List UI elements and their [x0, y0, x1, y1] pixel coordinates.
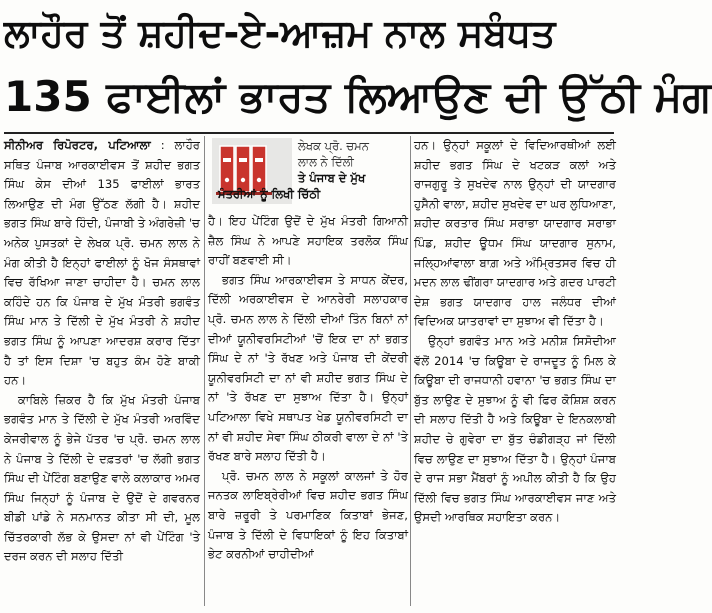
article-column-3 — [414, 136, 616, 613]
article-paragraph: ਭਗਤ ਸਿੰਘ ਆਰਕਾਈਵਸ ਤੇ ਸਾਧਨ ਕੇਂਦਰ, ਦਿੱਲੀ ਅਰਕਾਈਵਸ ਦੇ ਆਨਰੇਰੀ ਸਲਾਹਕਾਰ ਪ੍ਰੋ. ਚਮਨ ਲਾਲ ਨੇ ਦਿੱਲੀ ਦੀਆਂ ਤਿੰਨ ਬਿਨਾਂ ਨਾਂ ਦੀਆਂ ਯੂਨੀਵਰਸਿਟੀਆਂ 'ਚੋਂ ਇਕ ਦਾ ਨਾਂ ਭਗਤ ਸਿੰਘ ਦੇ ਨਾਂ 'ਤੇ ਰੱਖਣ ਅਤੇ ਪੰਜਾਬ ਦੀ ਕੇਂਦਰੀ ਯੂਨੀਵਰਸਿਟੀ ਦਾ ਨਾਂ ਵੀ ਸ਼ਹੀਦ ਭਗਤ ਸਿੰਘ ਦੇ ਨਾਂ 'ਤੇ ਰੱਖਣ ਦਾ ਸੁਝਾਅ ਦਿੱਤਾ ਹੈ। ਉਨ੍ਹਾਂ ਪਟਿਆਲਾ ਵਿਖੇ ਸਥਾਪਤ ਖੇਡ ਯੂਨੀਵਰਸਿਟੀ ਦਾ ਨਾਂ ਵੀ ਸ਼ਹੀਦ ਸੇਵਾ ਸਿੰਘ ਠੀਕਰੀ ਵਾਲਾ ਦੇ ਨਾਂ 'ਤੇ ਰੱਖਣ ਬਾਰੇ ਸਲਾਹ ਦਿੱਤੀ ਹੈ। — [208, 272, 408, 464]
portrait-inset — [210, 136, 406, 206]
caption-line: ਲੇਖਕ ਪ੍ਰੋ. ਚਮਨ — [298, 139, 369, 153]
column-divider — [410, 136, 411, 606]
article-paragraph: ਉਨ੍ਹਾਂ ਭਗਵੰਤ ਮਾਨ ਅਤੇ ਮਨੀਸ਼ ਸਿਸੋਦੀਆ ਵੱਲੋਂ 2014 'ਚ ਕਿਊਬਾ ਦੇ ਰਾਜਦੂਤ ਨੂੰ ਮਿਲ ਕੇ ਕਿਊਬਾ ਦੀ ਰਾਜਧਾਨੀ ਹਵਾਨਾ 'ਚ ਭਗਤ ਸਿੰਘ ਦਾ ਬੁੱਤ ਲਾਉਣ ਦੇ ਸੁਝਾਅ ਨੂੰ ਵੀ ਫਿਰ ਕੋਸ਼ਿਸ਼ ਕਰਨ ਦੀ ਸਲਾਹ ਦਿੱਤੀ ਹੈ ਅਤੇ ਕਿਊਬਾ ਦੇ ਇਨਕਲਾਬੀ ਸ਼ਹੀਦ ਚੇ ਗੁਵੇਰਾ ਦਾ ਬੁੱਤ ਚੰਡੀਗੜ੍ਹ ਜਾਂ ਦਿੱਲੀ ਵਿਚ ਲਾਉਣ ਦਾ ਸੁਝਾਅ ਦਿੱਤਾ ਹੈ। ਉਨ੍ਹਾਂ ਪੰਜਾਬ ਦੇ ਰਾਜ ਸਭਾ ਮੈਂਬਰਾਂ ਨੂੰ ਅਪੀਲ ਕੀਤੀ ਹੈ ਕਿ ਉਹ ਦਿੱਲੀ ਵਿਚ ਭਗਤ ਸਿੰਘ ਆਰਕਾਈਵਸ ਜਾਣ ਅਤੇ ਉਸਦੀ ਆਰਥਿਕ ਸਹਾਇਤਾ ਕਰਨ। — [414, 333, 616, 525]
caption-line: ਤੇ ਪੰਜਾਬ ਦੇ ਮੁੱਖ — [298, 171, 366, 185]
article-column-1 — [4, 136, 200, 613]
headline-line-1: ਲਾਹੌਰ ਤੋਂ ਸ਼ਹੀਦ-ਏ-ਆਜ਼ਮ ਨਾਲ ਸਬੰਧਤ — [4, 11, 556, 55]
byline: ਸੀਨੀਅਰ ਰਿਪੋਰਟਰ, ਪਟਿਆਲਾ — [4, 138, 151, 152]
article-paragraph: ਹੈ। ਇਹ ਪੇਂਟਿੰਗ ਉਦੋਂ ਦੇ ਮੁੱਖ ਮੰਤਰੀ ਗਿਆਨੀ ਜ਼ੈਲ ਸਿੰਘ ਨੇ ਆਪਣੇ ਸਹਾਇਕ ਤਰਲੋਕ ਸਿੰਘ ਰਾਹੀਂ ਬਣਵਾਈ ਸੀ। — [208, 214, 408, 268]
inset-caption — [218, 138, 406, 202]
caption-line: ਮੰਤਰੀਆਂ ਨੂੰ ਲਿਖੀ ਚਿੱਠੀ — [218, 187, 321, 201]
article-paragraph — [4, 136, 200, 391]
article-paragraph: ਕਾਬਿਲੇ ਜ਼ਿਕਰ ਹੈ ਕਿ ਮੁੱਖ ਮੰਤਰੀ ਪੰਜਾਬ ਭਗਵੰਤ ਮਾਨ ਤੇ ਦਿੱਲੀ ਦੇ ਮੁੱਖ ਮੰਤਰੀ ਅਰਵਿੰਦ ਕੇਜਰੀਵਾਲ ਨੂੰ ਭੇਜੇ ਪੱਤਰ 'ਚ ਪ੍ਰੋ. ਚਮਨ ਲਾਲ ਨੇ ਪੰਜਾਬ ਤੇ ਦਿੱਲੀ ਦੇ ਦਫ਼ਤਰਾਂ 'ਚ ਲੱਗੀ ਭਗਤ ਸਿੰਘ ਦੀ ਪੇਂਟਿੰਗ ਬਣਾਉਣ ਵਾਲੇ ਕਲਾਕਾਰ ਅਮਰ ਸਿੰਘ ਜਿਨ੍ਹਾਂ ਨੂੰ ਪੰਜਾਬ ਦੇ ਉਦੋਂ ਦੇ ਗਵਰਨਰ ਬੀਡੀ ਪਾਂਡੇ ਨੇ ਸਨਮਾਨਤ ਕੀਤਾ ਸੀ ਦੀ, ਮੂਲ ਚਿੱਤਰਕਾਰੀ ਲੱਭ ਕੇ ਉਸਦਾ ਨਾਂ ਵੀ ਪੇਂਟਿੰਗ 'ਤੇ ਦਰਜ ਕਰਨ ਦੀ ਸਲਾਹ ਦਿੱਤੀ — [4, 392, 200, 564]
article-column-2 — [208, 212, 408, 613]
column-divider — [204, 136, 205, 606]
headline-line-2: 135 ਫਾਈਲਾਂ ਭਾਰਤ ਲਿਆਉਣ ਦੀ ਉੱਠੀ ਮੰਗ — [4, 72, 712, 121]
article-paragraph: ਹਨ। ਉਨ੍ਹਾਂ ਸਕੂਲਾਂ ਦੇ ਵਿਦਿਆਰਥੀਆਂ ਲਈ ਸ਼ਹੀਦ ਭਗਤ ਸਿੰਘ ਦੇ ਖਟਕੜ ਕਲਾਂ ਅਤੇ ਰਾਜਗੁਰੂ ਤੇ ਸੁਖਦੇਵ ਨਾਲ ਉਨ੍ਹਾਂ ਦੀ ਯਾਦਗਾਰ ਹੁਸੈਨੀ ਵਾਲਾ, ਸ਼ਹੀਦ ਸੁਖਦੇਵ ਦਾ ਘਰ ਲੁਧਿਆਣਾ, ਸ਼ਹੀਦ ਕਰਤਾਰ ਸਿੰਘ ਸਰਾਭਾ ਯਾਦਗਾਰ ਸਰਾਭਾ ਪਿੰਡ, ਸ਼ਹੀਦ ਊਧਮ ਸਿੰਘ ਯਾਦਗਾਰ ਸੁਨਾਮ, ਜਲ੍ਹਿਆਂਵਾਲਾ ਬਾਗ਼ ਅਤੇ ਅੰਮ੍ਰਿਤਸਰ ਵਿਚ ਹੀ ਮਦਨ ਲਾਲ ਢੀਂਗਰਾ ਯਾਦਗਾਰ ਅਤੇ ਗਦਰ ਪਾਰਟੀ ਦੇਸ਼ ਭਗਤ ਯਾਦਗਾਰ ਹਾਲ ਜਲੰਧਰ ਦੀਆਂ ਵਿਦਿਅਕ ਯਾਤਰਾਵਾਂ ਦਾ ਸੁਝਾਅ ਵੀ ਦਿੱਤਾ ਹੈ। — [414, 138, 616, 329]
article-paragraph: ਪ੍ਰੋ. ਚਮਨ ਲਾਲ ਨੇ ਸਕੂਲਾਂ ਕਾਲਜਾਂ ਤੇ ਹੋਰ ਜਨਤਕ ਲਾਇਬ੍ਰੇਰੀਆਂ ਵਿਚ ਸ਼ਹੀਦ ਭਗਤ ਸਿੰਘ ਬਾਰੇ ਜ਼ਰੂਰੀ ਤੇ ਪਰਮਾਣਿਕ ਕਿਤਾਬਾਂ ਭੇਜਣ, ਪੰਜਾਬ ਤੇ ਦਿੱਲੀ ਦੇ ਵਿਧਾਇਕਾਂ ਨੂੰ ਇਹ ਕਿਤਾਬਾਂ ਭੇਟ ਕਰਨੀਆਂ ਚਾਹੀਦੀਆਂ — [208, 468, 408, 562]
paragraph-text: : ਲਾਹੌਰ ਸਥਿਤ ਪੰਜਾਬ ਆਰਕਾਈਵਸ ਤੋਂ ਸ਼ਹੀਦ ਭਗਤ ਸਿੰਘ ਕੇਸ ਦੀਆਂ 135 ਫਾਈਲਾਂ ਭਾਰਤ ਲਿਆਉਣ ਦੀ ਮੰਗ ਉੱਠਣ ਲੱਗੀ ਹੈ। ਸ਼ਹੀਦ ਭਗਤ ਸਿੰਘ ਬਾਰੇ ਹਿੰਦੀ, ਪੰਜਾਬੀ ਤੇ ਅੰਗਰੇਜ਼ੀ 'ਚ ਅਨੇਕ ਪੁਸਤਕਾਂ ਦੇ ਲੇਖਕ ਪ੍ਰੋ. ਚਮਨ ਲਾਲ ਨੇ ਮੰਗ ਕੀਤੀ ਹੈ ਇਨ੍ਹਾਂ ਫਾਈਲਾਂ ਨੂੰ ਖੋਜ ਸੰਸਥਾਵਾਂ ਵਿਚ ਰੱਖਿਆ ਜਾਣਾ ਚਾਹੀਦਾ ਹੈ। ਚਮਨ ਲਾਲ ਕਹਿੰਦੇ ਹਨ ਕਿ ਪੰਜਾਬ ਦੇ ਮੁੱਖ ਮੰਤਰੀ ਭਗਵੰਤ ਸਿੰਘ ਮਾਨ ਤੇ ਦਿੱਲੀ ਦੇ ਮੁੱਖ ਮੰਤਰੀ ਨੇ ਸ਼ਹੀਦ ਭਗਤ ਸਿੰਘ ਨੂੰ ਆਪਣਾ ਆਦਰਸ਼ ਕਰਾਰ ਦਿੱਤਾ ਹੈ ਤਾਂ ਇਸ ਦਿਸ਼ਾ 'ਚ ਬਹੁਤ ਕੰਮ ਹੋਣੇ ਬਾਕੀ ਹਨ। — [4, 138, 201, 388]
caption-line: ਲਾਲ ਨੇ ਦਿੱਲੀ — [298, 155, 354, 169]
headline-rule — [4, 132, 614, 134]
